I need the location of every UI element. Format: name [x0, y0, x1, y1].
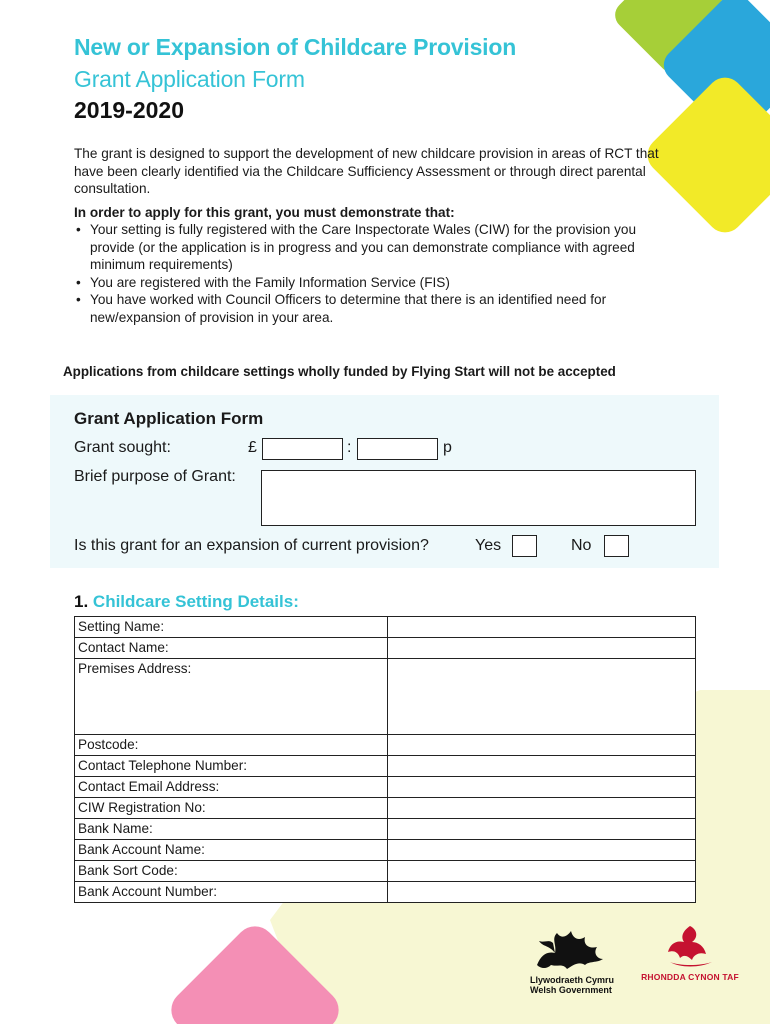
welsh-government-logo-text	[530, 975, 614, 995]
amount-separator: :	[347, 439, 352, 456]
purpose-input[interactable]	[261, 470, 696, 526]
requirements-heading: In order to apply for this grant, you must demonstrate that:	[74, 205, 455, 220]
grant-pence-input[interactable]	[357, 438, 438, 460]
row-label: Contact Telephone Number:	[75, 756, 388, 777]
section-title-text: Childcare Setting Details:	[92, 592, 299, 611]
page-subtitle: Grant Application Form	[74, 66, 305, 92]
table-row	[75, 638, 696, 659]
grant-form-title: Grant Application Form	[74, 409, 264, 428]
row-value[interactable]	[388, 638, 696, 659]
requirement-item: • You are registered with the Family Information Service (FIS)	[74, 274, 674, 292]
no-label: No	[571, 537, 592, 554]
row-value[interactable]	[388, 882, 696, 903]
section-title	[74, 592, 299, 612]
page-title: New or Expansion of Childcare Provision	[74, 34, 517, 60]
row-value[interactable]	[388, 819, 696, 840]
requirements-list	[74, 221, 674, 326]
pence-symbol: p	[443, 439, 452, 456]
table-row	[75, 617, 696, 638]
row-value[interactable]	[388, 798, 696, 819]
requirement-item: • You have worked with Council Officers to determine that there is an identified need for new/expansion of provision in your area.	[74, 291, 674, 326]
row-value[interactable]	[388, 777, 696, 798]
table-row	[75, 756, 696, 777]
flying-start-notice: Applications from childcare settings wholly funded by Flying Start will not be accepted	[63, 364, 616, 379]
table-row	[75, 777, 696, 798]
grant-sought-label: Grant sought:	[74, 439, 171, 456]
row-label: Bank Sort Code:	[75, 861, 388, 882]
welsh-dragon-icon	[527, 925, 613, 975]
yes-checkbox[interactable]	[512, 535, 537, 557]
expansion-question: Is this grant for an expansion of current provision?	[74, 537, 429, 554]
row-label: Bank Account Name:	[75, 840, 388, 861]
row-label: Bank Name:	[75, 819, 388, 840]
table-row	[75, 659, 696, 735]
setting-details-table	[74, 616, 696, 903]
yes-label: Yes	[475, 537, 502, 554]
rct-dragon-icon	[640, 922, 740, 970]
row-label: Setting Name:	[75, 617, 388, 638]
row-label: Bank Account Number:	[75, 882, 388, 903]
row-value[interactable]	[388, 840, 696, 861]
no-checkbox[interactable]	[604, 535, 629, 557]
wg-line1: Llywodraeth Cymru	[530, 975, 615, 985]
table-row	[75, 819, 696, 840]
row-label: Contact Email Address:	[75, 777, 388, 798]
table-row	[75, 840, 696, 861]
row-label: CIW Registration No:	[75, 798, 388, 819]
intro-paragraph: The grant is designed to support the development of new childcare provision in areas of RCT that have been clearly identified via the Childcare Sufficiency Assessment or through direct parental consultation.	[74, 146, 659, 196]
row-value[interactable]	[388, 659, 696, 735]
table-row	[75, 882, 696, 903]
table-row	[75, 798, 696, 819]
section-number: 1.	[74, 592, 89, 611]
row-label: Postcode:	[75, 735, 388, 756]
row-label: Contact Name:	[75, 638, 388, 659]
row-value[interactable]	[388, 617, 696, 638]
row-value[interactable]	[388, 861, 696, 882]
form-year: 2019-2020	[74, 97, 184, 123]
requirement-item: • Your setting is fully registered with the Care Inspectorate Wales (CIW) for the provision you provide (or the application is in progress and you can demonstrate compliance with agreed minimum requirements)	[74, 221, 674, 274]
grant-pounds-input[interactable]	[262, 438, 343, 460]
row-value[interactable]	[388, 735, 696, 756]
wg-line2: Welsh Government	[530, 985, 612, 995]
purpose-label: Brief purpose of Grant:	[74, 468, 236, 485]
row-value[interactable]	[388, 756, 696, 777]
table-row	[75, 735, 696, 756]
pound-symbol: £	[248, 439, 257, 456]
rct-logo-text: RHONDDA CYNON TAF	[641, 972, 739, 982]
table-row	[75, 861, 696, 882]
row-label: Premises Address:	[75, 659, 388, 735]
